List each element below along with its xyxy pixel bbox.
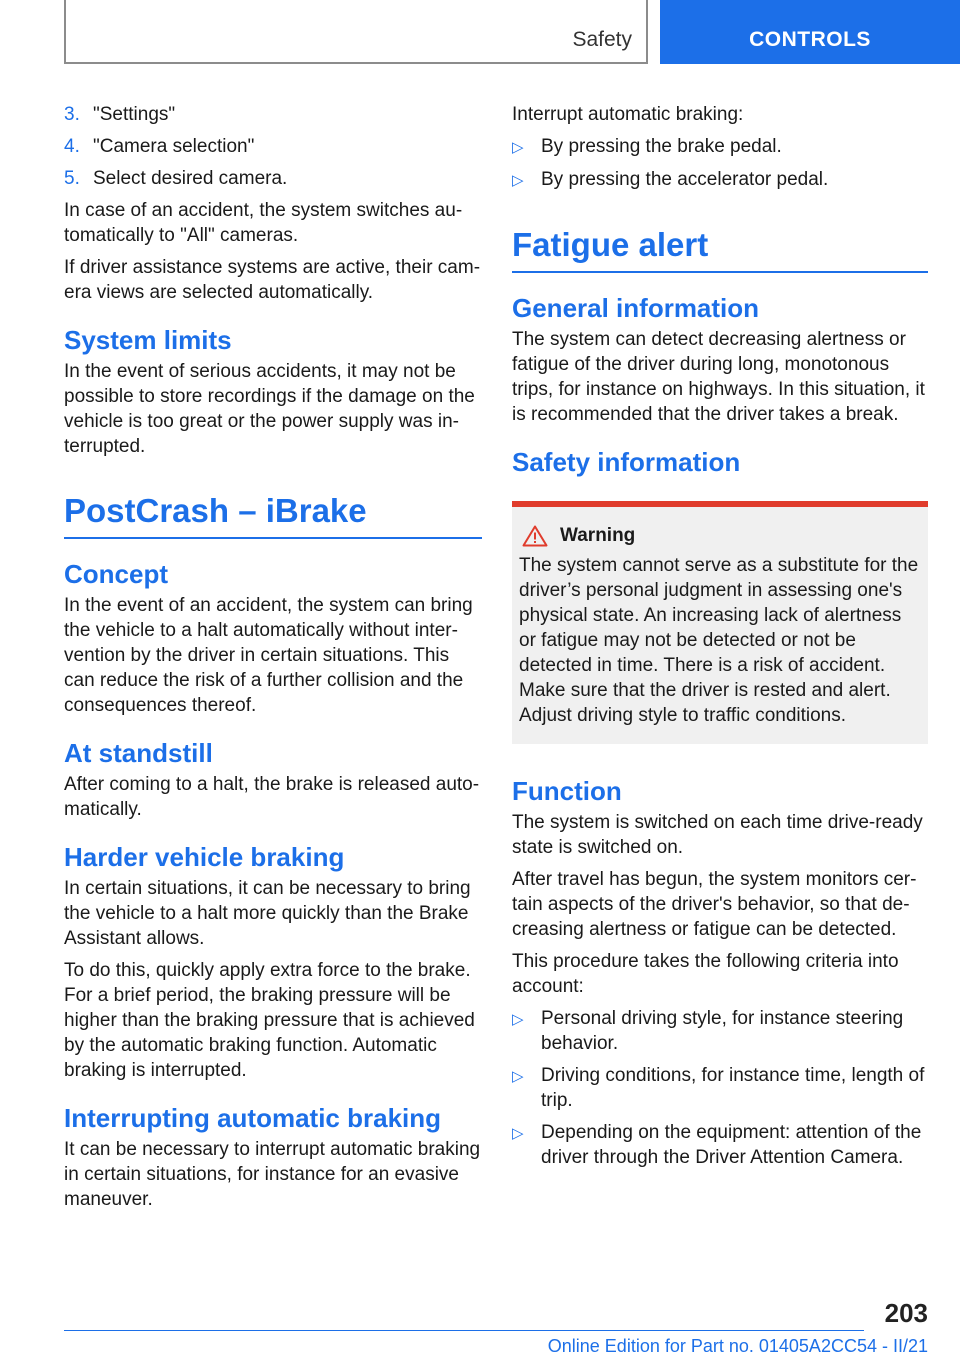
footer-edition: Online Edition for Part no. 01405A2CC54 - II/21 xyxy=(547,1336,928,1356)
paragraph: The system can detect decreasing alertness or fatigue of the driver during long, monotonous trips, for instance on highways. In this situation, it is recommended that the driver takes a break. xyxy=(512,329,925,425)
paragraph: If driver assistance systems are active, their camera views are selected automatically. xyxy=(64,257,481,303)
list-item-text: Personal driving style, for instance steering behavior. xyxy=(541,1008,904,1054)
list-item xyxy=(512,134,928,160)
list-item xyxy=(512,1006,928,1056)
heading-postcrash-ibrake: PostCrash – iBrake xyxy=(64,489,482,539)
paragraph: In certain situations, it can be necessary to bring the vehicle to a halt more quickly than the Brake Assistant allows. xyxy=(64,878,471,949)
heading-general-information: General information xyxy=(512,293,760,323)
paragraph: In the event of serious accidents, it may not be possible to store recordings if the damage on the vehicle is too great or the power supply was interrupted. xyxy=(64,361,475,457)
right-column xyxy=(512,102,928,1177)
step-text: "Settings" xyxy=(93,104,176,125)
step-text: "Camera selection" xyxy=(93,136,255,157)
triangle-bullet-icon: ▷ xyxy=(512,139,524,156)
paragraph: After travel has begun, the system monitors certain aspects of the driver's behavior, so that decreasing alertness or fatigue can be detected. xyxy=(512,869,917,940)
page-number: 203 xyxy=(884,1298,928,1328)
triangle-bullet-icon: ▷ xyxy=(512,1125,524,1142)
triangle-bullet-icon: ▷ xyxy=(512,172,524,189)
paragraph: To do this, quickly apply extra force to the brake. For a brief period, the braking pressure will be higher than the braking pressure that is achieved by the automatic braking function. Automatic braking is interrupted. xyxy=(64,960,475,1081)
heading-fatigue-alert: Fatigue alert xyxy=(512,223,928,273)
list-item-text: Driving conditions, for instance time, length of trip. xyxy=(541,1065,925,1111)
list-item-text: By pressing the brake pedal. xyxy=(541,136,782,157)
heading-at-standstill: At standstill xyxy=(64,738,213,768)
heading-system-limits: System limits xyxy=(64,325,232,355)
header-section-box xyxy=(64,0,648,64)
paragraph: The system is switched on each time drive-ready state is switched on. xyxy=(512,812,923,858)
heading-function: Function xyxy=(512,776,622,806)
list-item xyxy=(512,1063,928,1113)
triangle-bullet-icon: ▷ xyxy=(512,1011,524,1028)
list-item-text: Depending on the equipment: attention of the driver through the Driver Attention Camera. xyxy=(541,1122,922,1168)
step-text: Select desired camera. xyxy=(93,168,288,189)
paragraph: Interrupt automatic braking: xyxy=(512,104,744,125)
paragraph: In the event of an accident, the system can bring the vehicle to a halt automatically without intervention by the driver in certain situations. This can reduce the risk of a further collision and the consequences thereof. xyxy=(64,595,473,716)
list-item xyxy=(512,1120,928,1170)
left-column xyxy=(64,102,482,1219)
paragraph: This procedure takes the following criteria into account: xyxy=(512,951,899,997)
heading-interrupting-braking: Interrupting automatic braking xyxy=(64,1103,442,1133)
heading-concept: Concept xyxy=(64,559,168,589)
warning-box xyxy=(512,501,928,744)
step-item xyxy=(64,166,482,191)
heading-safety-information: Safety information xyxy=(512,447,741,477)
header-chapter-tab[interactable] xyxy=(660,0,960,64)
warning-triangle-icon xyxy=(522,525,548,547)
paragraph: After coming to a halt, the brake is released automatically. xyxy=(64,774,480,820)
heading-harder-braking: Harder vehicle braking xyxy=(64,842,345,872)
header-chapter-label: CONTROLS xyxy=(749,28,871,51)
step-item xyxy=(64,134,482,159)
warning-title: Warning xyxy=(560,525,636,546)
header-section-label: Safety xyxy=(572,28,632,51)
warning-text: The system cannot serve as a substitute for the driver’s personal judgment in assessing one's physical state. An increasing lack of alertness or fatigue may not be detected or not be detected in time. There is a risk of accident. Make sure that the driver is rested and alert. Adjust driving style to traffic conditions. xyxy=(519,555,919,726)
step-item xyxy=(64,102,482,127)
step-number: 3. xyxy=(64,104,80,125)
footer-divider xyxy=(64,1330,864,1331)
triangle-bullet-icon: ▷ xyxy=(512,1068,524,1085)
step-number: 5. xyxy=(64,168,80,189)
list-item-text: By pressing the accelerator pedal. xyxy=(541,169,829,190)
step-number: 4. xyxy=(64,136,80,157)
list-item xyxy=(512,167,928,193)
paragraph: In case of an accident, the system switches automatically to "All" cameras. xyxy=(64,200,463,246)
warning-header xyxy=(519,525,922,547)
paragraph: It can be necessary to interrupt automatic braking in certain situations, for instance for an evasive maneuver. xyxy=(64,1139,481,1210)
